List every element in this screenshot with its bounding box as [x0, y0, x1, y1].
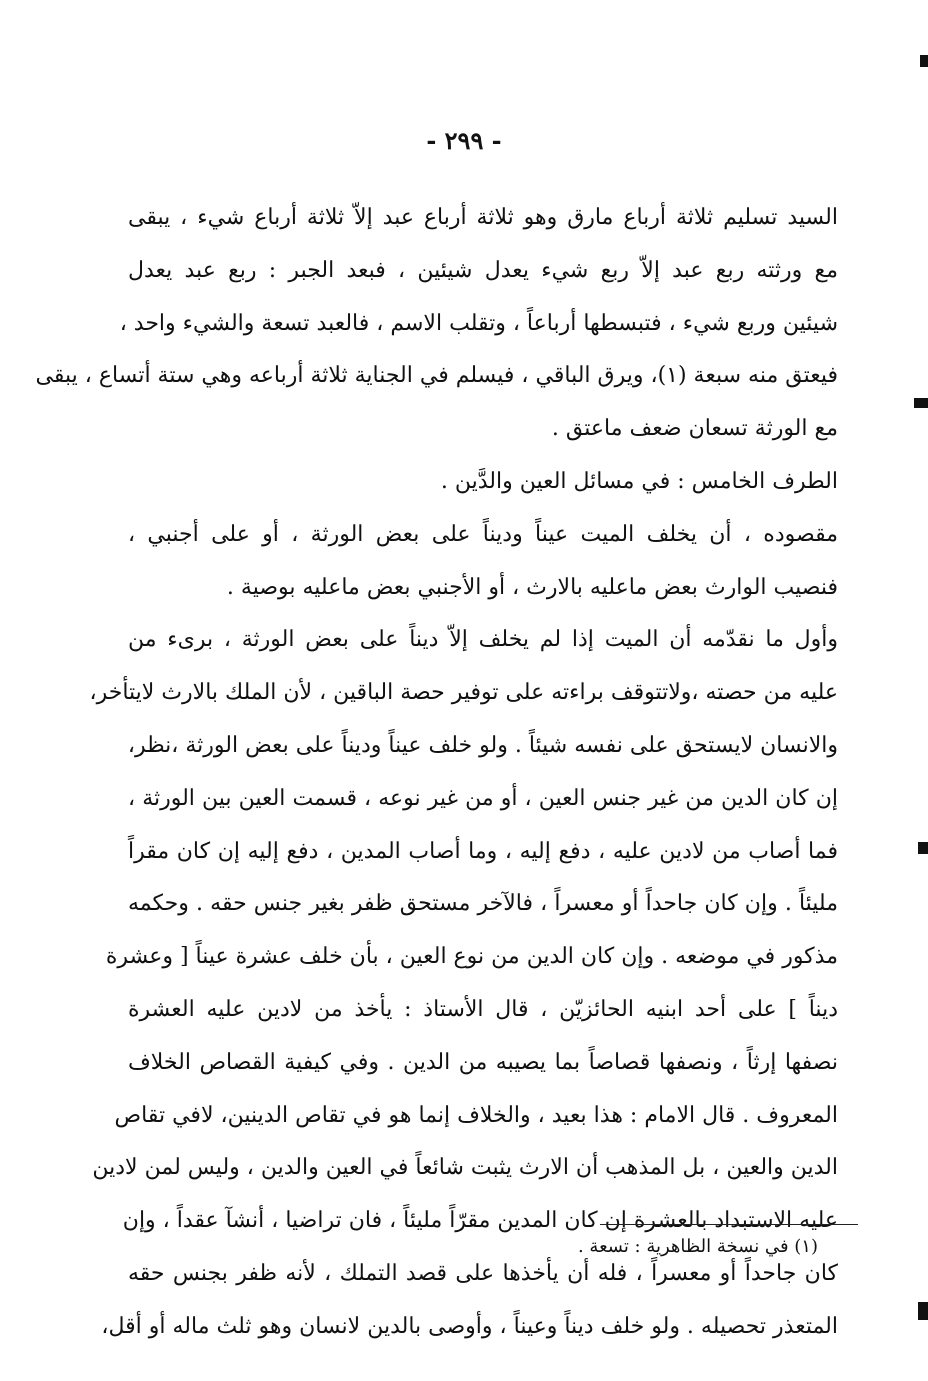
text-line: مذكور في موضعه . وإن كان الدين من نوع العين ، بأن خلف عشرة عيناً [ وعشرة — [105, 944, 838, 970]
scan-edge-mark — [918, 842, 928, 854]
text-line: إن كان الدين من غير جنس العين ، أو من غير نوعه ، قسمت العين بين الورثة ، — [128, 785, 838, 811]
text-line: نصفها إرثاً ، ونصفها قصاصاً بما يصيبه من الدين . وفي كيفية القصاص الخلاف — [128, 1049, 838, 1075]
text-line: فنصيب الوارث بعض ماعليه بالارث ، أو الأجنبي بعض ماعليه بوصية . — [226, 574, 838, 600]
text-line: مقصوده ، أن يخلف الميت عيناً وديناً على بعض الورثة ، أو على أجنبي ، — [128, 521, 838, 547]
text-line: فيعتق منه سبعة (١)، ويرق الباقي ، فيسلم في الجناية ثلاثة أرباعه وهي ستة أتساع ، يبقى — [35, 363, 838, 389]
scan-edge-mark — [920, 55, 928, 67]
text-line: ديناً ] على أحد ابنيه الحائزيّن ، قال الأستاذ : يأخذ من لادين عليه العشرة — [128, 996, 838, 1022]
text-line: الدين والعين ، بل المذهب أن الارث يثبت شائعاً في العين والدين ، وليس لمن لادين — [92, 1155, 838, 1181]
scan-edge-mark — [918, 1302, 928, 1320]
page-number: - ٢٩٩ - — [426, 126, 502, 155]
text-line: المعروف . قال الامام : هذا بعيد ، والخلاف إنما هو في تقاص الدينين، لافي تقاص — [114, 1102, 838, 1128]
text-line: المتعذر تحصيله . ولو خلف ديناً وعيناً ، وأوصى بالدين لانسان وهو ثلث ماله أو أقل، — [101, 1313, 838, 1339]
text-line: فما أصاب من لادين عليه ، دفع إليه ، وما أصاب المدين ، دفع إليه إن كان مقراً — [128, 838, 838, 864]
text-line: شيئين وربع شيء ، فتبسطها أرباعاً ، وتقلب الاسم ، فالعبد تسعة والشيء واحد ، — [119, 310, 838, 336]
footnote: (١) في نسخة الظاهرية : تسعة . — [577, 1236, 818, 1257]
footnote-divider — [600, 1224, 858, 1225]
section-heading: الطرف الخامس : في مسائل العين والدَّين . — [440, 468, 838, 494]
text-line: عليه الاستبداد بالعشرة إن كان المدين مقرّاً مليئاً ، فان تراضيا ، أنشآ عقداً ، وإن — [122, 1208, 838, 1234]
text-line: مع الورثة تسعان ضعف ماعتق . — [551, 416, 838, 442]
text-line: وأول ما نقدّمه أن الميت إذا لم يخلف إلاّ ديناً على بعض الورثة ، برىء من — [128, 627, 838, 653]
text-line: كان جاحداً أو معسراً ، فله أن يأخذها على قصد التملك ، لأنه ظفر بجنس حقه — [128, 1260, 838, 1286]
text-line: مع ورثته ربع عبد إلاّ ربع شيء يعدل شيئين ، فبعد الجبر : ربع عبد يعدل — [128, 257, 838, 283]
text-line: مليئاً . وإن كان جاحداً أو معسراً ، فالآخر مستحق ظفر بغير جنس حقه . وحكمه — [128, 891, 838, 917]
text-line: والانسان لايستحق على نفسه شيئاً . ولو خلف عيناً وديناً على بعض الورثة ،نظر، — [127, 732, 838, 758]
scan-edge-mark — [914, 398, 928, 408]
body-text — [35, 192, 838, 1354]
text-line: السيد تسليم ثلاثة أرباع مارق وهو ثلاثة أرباع عبد إلاّ ثلاثة أرباع شيء ، يبقى — [128, 205, 838, 230]
text-line: عليه من حصته ،ولاتتوقف براءته على توفير حصة الباقين ، لأن الملك بالارث لايتأخر، — [89, 680, 838, 706]
